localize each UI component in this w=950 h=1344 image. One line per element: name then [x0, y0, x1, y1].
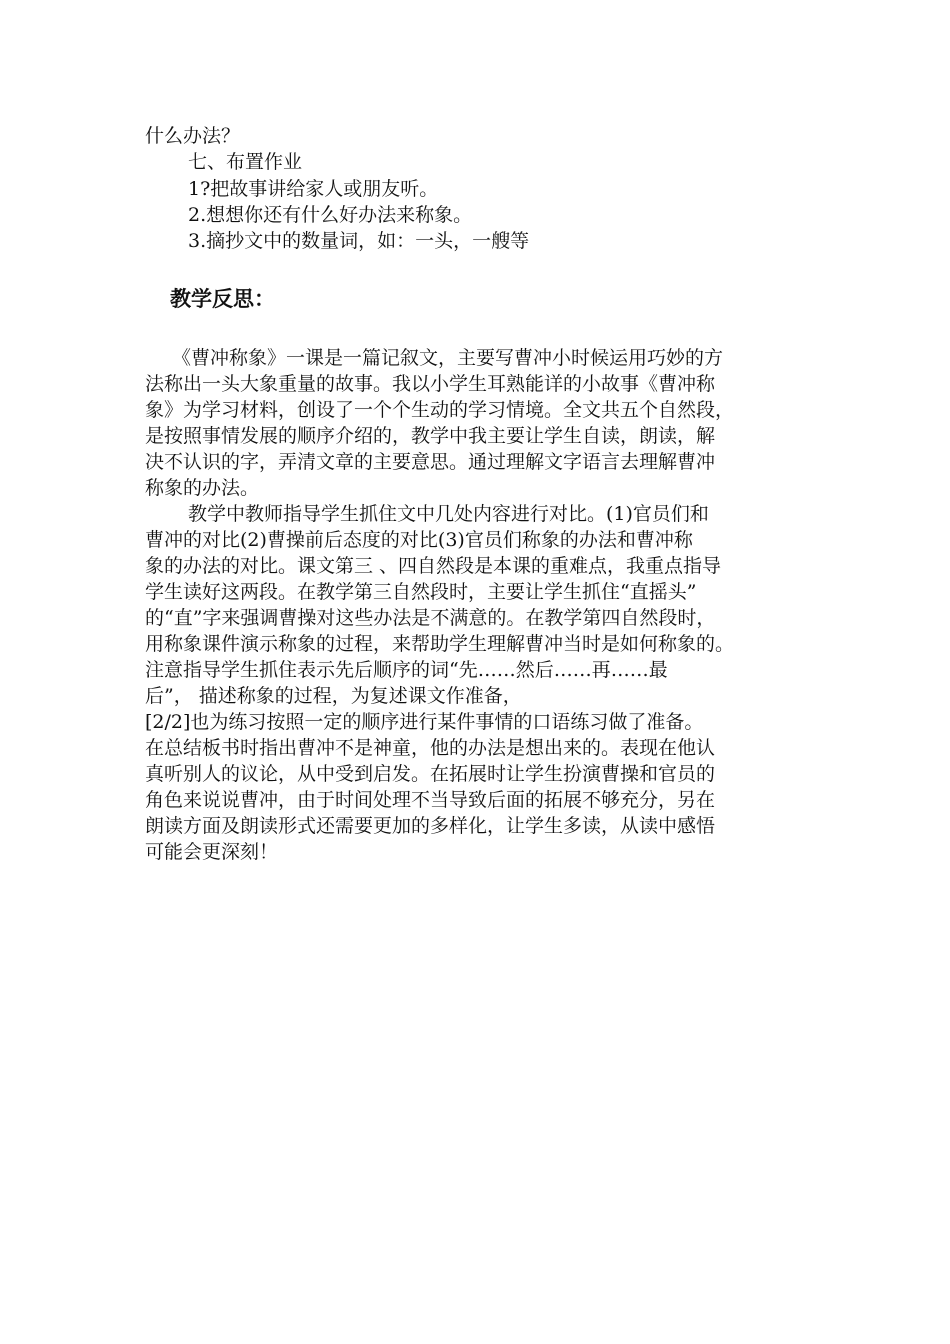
paragraph-line: [2/2]也为练习按照一定的顺序进行某件事情的口语练习做了准备。: [145, 711, 704, 733]
homework-item: 3.摘抄文中的数量词，如：一头，一艘等: [188, 230, 530, 252]
paragraph-line: 法称出一头大象重量的故事。我以小学生耳熟能详的小故事《曹冲称: [145, 373, 716, 395]
paragraph-line: 曹冲的对比(2)曹操前后态度的对比(3)官员们称象的办法和曹冲称: [145, 529, 693, 551]
paragraph-line: 是按照事情发展的顺序介绍的，教学中我主要让学生自读，朗读，解: [145, 425, 716, 447]
homework-heading: 七、布置作业: [188, 151, 303, 173]
paragraph-line: 学生读好这两段。在教学第三自然段时，主要让学生抓住“直摇头”: [145, 581, 697, 603]
reflection-heading: 教学反思：: [170, 287, 275, 311]
paragraph-line: 后”， 描述称象的过程，为复述课文作准备，: [145, 685, 522, 707]
homework-item: 1?把故事讲给家人或朋友听。: [188, 178, 439, 200]
homework-item: 2.想想你还有什么好办法来称象。: [188, 204, 473, 226]
continuation-text: 什么办法？: [145, 125, 241, 147]
paragraph-line: 可能会更深刻！: [145, 841, 279, 863]
paragraph-line: 决不认识的字，弄清文章的主要意思。通过理解文字语言去理解曹冲: [145, 451, 716, 473]
paragraph-line: 的“直”字来强调曹操对这些办法是不满意的。在教学第四自然段时，: [145, 607, 716, 629]
paragraph-line: 用称象课件演示称象的过程，来帮助学生理解曹冲当时是如何称象的。: [145, 633, 735, 655]
paragraph-line: 《曹冲称象》一课是一篇记叙文，主要写曹冲小时候运用巧妙的方: [172, 347, 724, 369]
paragraph-line: 教学中教师指导学生抓住文中几处内容进行对比。(1)官员们和: [188, 503, 709, 525]
paragraph-line: 象》为学习材料，创设了一个个生动的学习情境。全文共五个自然段，: [145, 399, 735, 421]
paragraph-line: 角色来说说曹冲，由于时间处理不当导致后面的拓展不够充分，另在: [145, 789, 716, 811]
paragraph-line: 注意指导学生抓住表示先后顺序的词“先……然后……再……最: [145, 659, 668, 681]
paragraph-line: 在总结板书时指出曹冲不是神童，他的办法是想出来的。表现在他认: [145, 737, 716, 759]
paragraph-line: 朗读方面及朗读形式还需要更加的多样化，让学生多读，从读中感悟: [145, 815, 716, 837]
paragraph-line: 称象的办法。: [145, 477, 260, 499]
paragraph-line: 象的办法的对比。课文第三 、四自然段是本课的重难点，我重点指导: [145, 555, 722, 577]
paragraph-line: 真听别人的议论，从中受到启发。在拓展时让学生扮演曹操和官员的: [145, 763, 716, 785]
